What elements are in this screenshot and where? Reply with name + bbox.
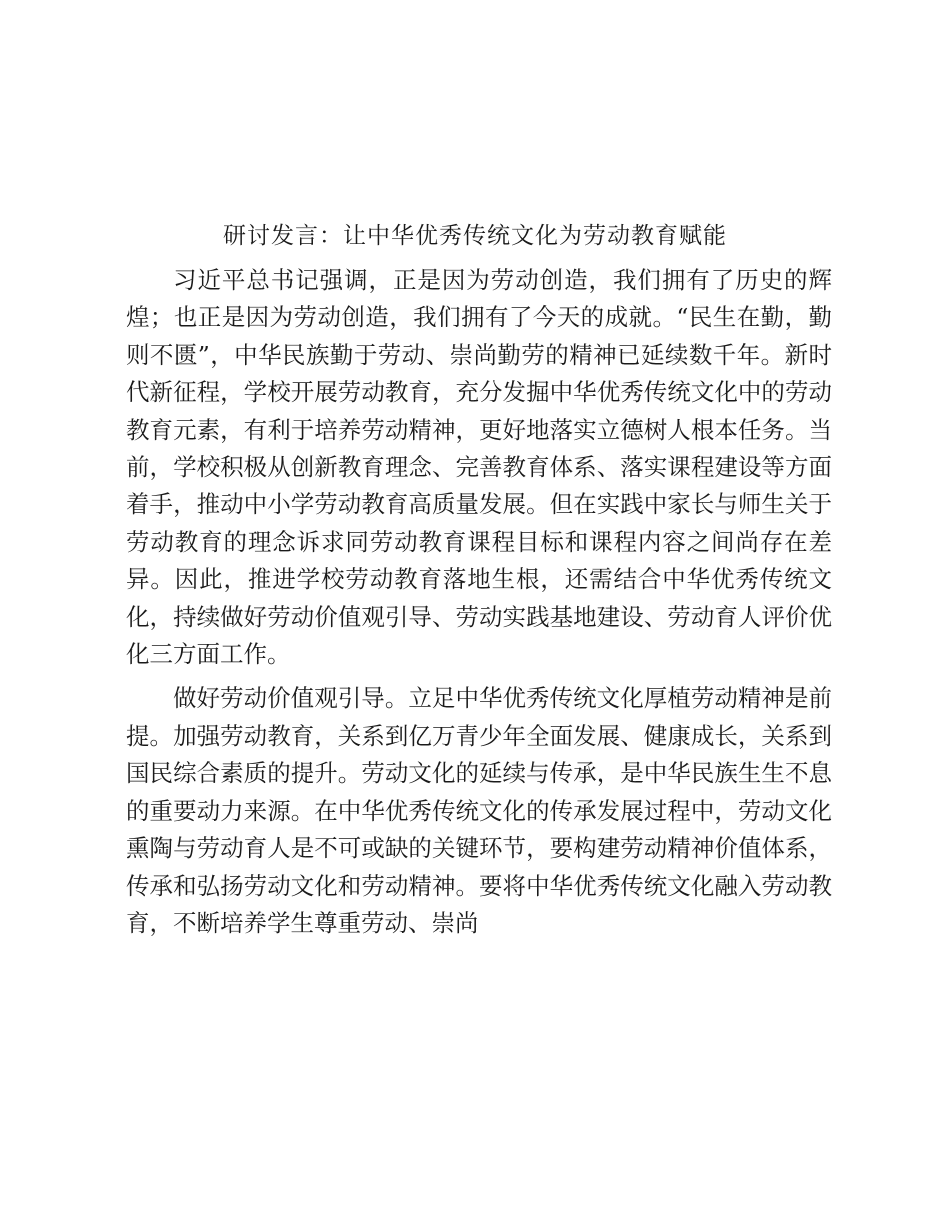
document-title: 研讨发言：让中华优秀传统文化为劳动教育赋能 — [223, 223, 727, 249]
paragraph-intro: 习近平总书记强调，正是因为劳动创造，我们拥有了历史的辉煌；也正是因为劳动创造，我们拥有了今天的成就。“民生在勤，勤则不匮”，中华民族勤于劳动、崇尚勤劳的精神已延续数千年。新时代新征程，学校开展劳动教育，充分发掘中华优秀传统文化中的劳动教育元素，有利于培养劳动精神，更好地落实立德树人根本任务。当前，学校积极从创新教育理念、完善教育体系、落实课程建设等方面着手，推动中小学劳动教育高质量发展。但在实践中家长与师生关于劳动教育的理念诉求同劳动教育课程目标和课程内容之间尚存在差异。因此，推进学校劳动教育落地生根，还需结合中华优秀传统文化，持续做好劳动价值观引导、劳动实践基地建设、劳动育人评价优化三方面工作。 — [126, 266, 832, 669]
document-body — [126, 262, 832, 942]
paragraph-labor-values: 做好劳动价值观引导。立足中华优秀传统文化厚植劳动精神是前提。加强劳动教育，关系到亿万青少年全面发展、健康成长，关系到国民综合素质的提升。劳动文化的延续与传承，是中华民族生生不息的重要动力来源。在中华优秀传统文化的传承发展过程中，劳动文化熏陶与劳动育人是不可或缺的关键环节，要构建劳动精神价值体系，传承和弘扬劳动文化和劳动精神。要将中华优秀传统文化融入劳动教育，不断培养学生尊重劳动、崇尚 — [126, 684, 832, 937]
